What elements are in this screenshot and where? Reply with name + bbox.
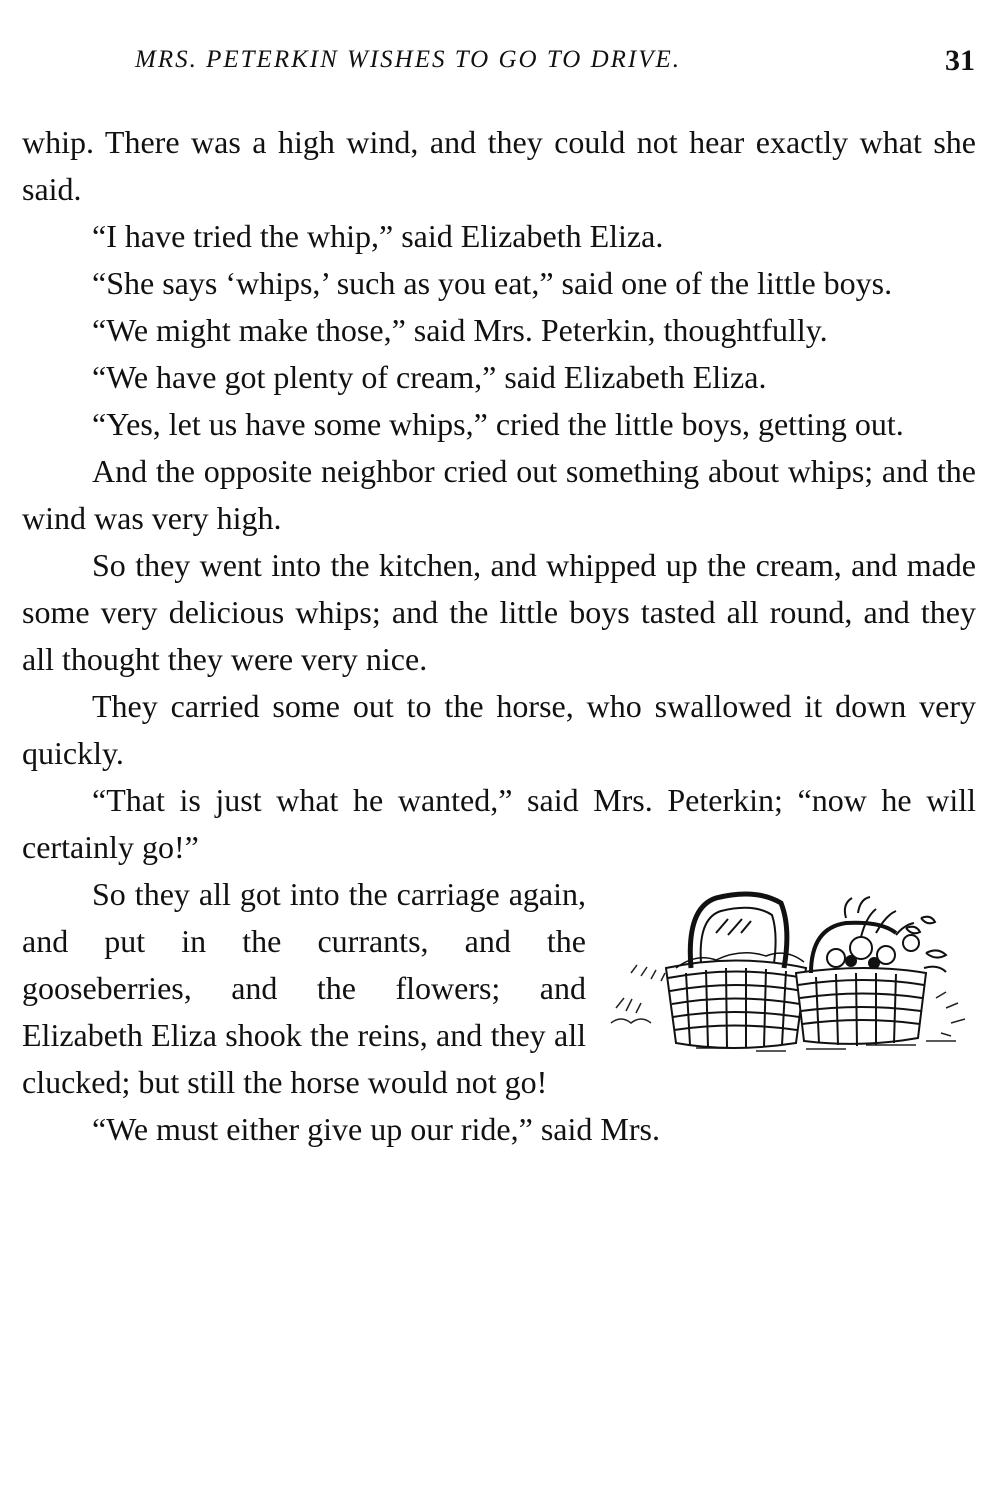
page-body bbox=[22, 119, 976, 1153]
paragraph: They carried some out to the horse, who swallowed it down very quickly. bbox=[22, 688, 976, 771]
paragraph: “She says ‘whips,’ such as you eat,” said one of the little boys. bbox=[92, 265, 893, 301]
paragraph: “That is just what he wanted,” said Mrs. Peterkin; “now he will certainly go!” bbox=[22, 782, 976, 865]
paragraph: “I have tried the whip,” said Elizabeth Eliza. bbox=[92, 218, 664, 254]
paragraph: “We might make those,” said Mrs. Peterkin, thoughtfully. bbox=[92, 312, 828, 348]
running-header bbox=[135, 46, 975, 86]
paragraph: whip. There was a high wind, and they could not hear exactly what she said. bbox=[22, 124, 976, 207]
baskets-illustration bbox=[606, 871, 976, 1069]
running-title: MRS. PETERKIN WISHES TO GO TO DRIVE. bbox=[135, 46, 682, 73]
paragraph: “Yes, let us have some whips,” cried the little boys, getting out. bbox=[92, 406, 904, 442]
paragraph: And the opposite neighbor cried out something about whips; and the wind was very high. bbox=[22, 453, 976, 536]
paragraph: “We have got plenty of cream,” said Elizabeth Eliza. bbox=[92, 359, 767, 395]
paragraph: So they all got into the carriage again, and put in the currants, and the gooseberries, and the flowers; and Elizabeth Eliza shook the reins, and they all clucked; but still the horse would not go! bbox=[22, 876, 586, 1100]
baskets-icon bbox=[606, 873, 976, 1063]
page-number: 31 bbox=[945, 44, 975, 77]
paragraph: “We must either give up our ride,” said Mrs. bbox=[92, 1111, 660, 1147]
paragraph: So they went into the kitchen, and whipped up the cream, and made some very delicious whips; and the little boys tasted all round, and they all thought they were very nice. bbox=[22, 547, 976, 677]
